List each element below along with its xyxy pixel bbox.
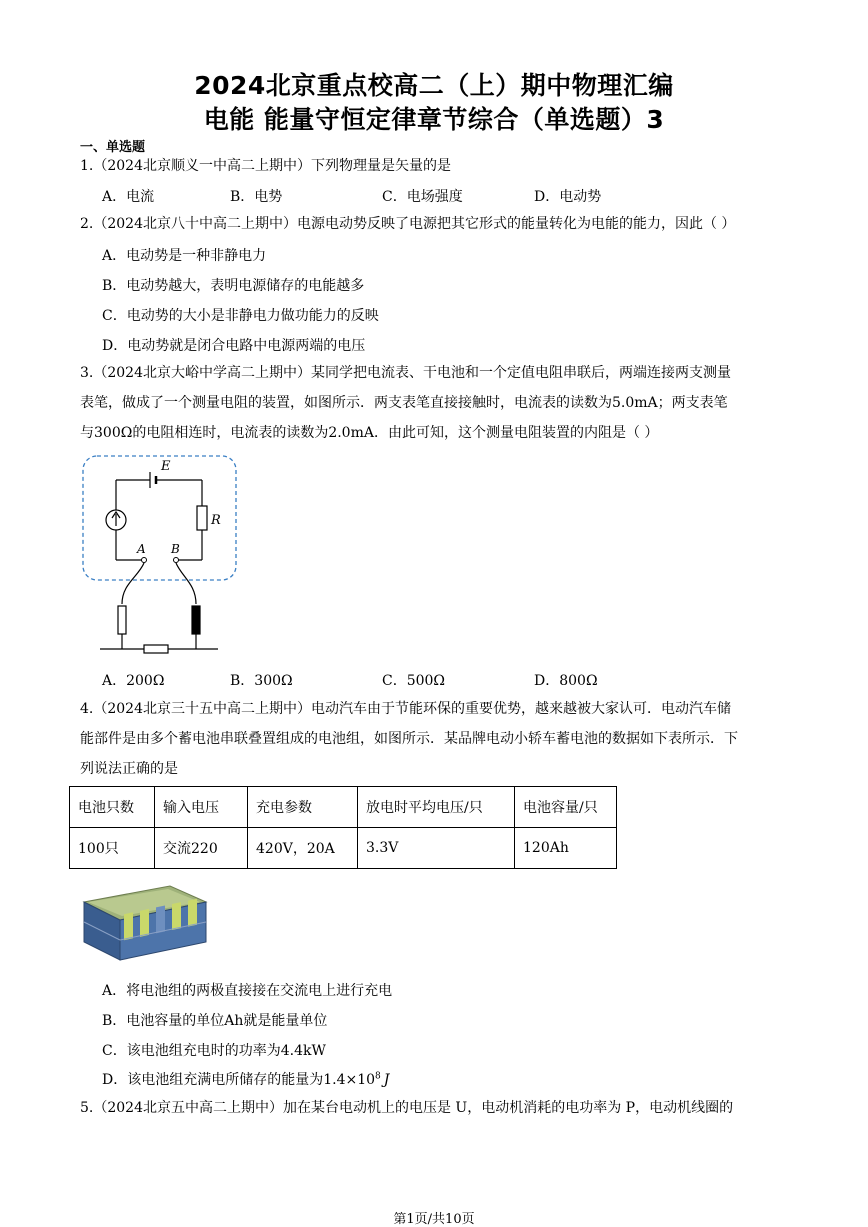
table-cell: 交流220 [155, 828, 248, 869]
q4-option-d-exponent: 8 [375, 1071, 381, 1082]
question-4-stem-line-1: 4.（2024北京三十五中高二上期中）电动汽车由于节能环保的重要优势，越来越被大家认可．电动汽车储 [80, 701, 731, 717]
table-header-cell: 电池只数 [70, 787, 155, 828]
label-r: R [211, 513, 221, 528]
question-3-stem-line-2: 表笔，做成了一个测量电阻的装置，如图所示．两支表笔直接接触时，电流表的读数为5.0mA；两支表笔 [80, 395, 728, 411]
label-e: E [161, 459, 171, 474]
q4-option-d [102, 1069, 389, 1089]
q1-option-a: A．电流 [102, 189, 155, 205]
question-5-stem: 5.（2024北京五中高二上期中）加在某台电动机上的电压是 U，电动机消耗的电功率为 P，电动机线圈的 [80, 1100, 734, 1116]
q3-circuit-figure [78, 452, 243, 662]
battery-spec-table [69, 786, 617, 869]
q4-option-d-unit: J [383, 1072, 390, 1088]
table-cell: 3.3V [358, 828, 515, 869]
q2-option-a: A．电动势是一种非静电力 [102, 248, 267, 264]
page-footer: 第1页/共10页 [393, 1212, 475, 1227]
battery-pack-image [78, 880, 210, 970]
question-4-stem-line-3: 列说法正确的是 [80, 761, 178, 777]
section-heading: 一、单选题 [80, 140, 146, 155]
q3-option-c: C．500Ω [382, 673, 446, 689]
table-cell: 420V，20A [248, 828, 358, 869]
external-resistor [144, 645, 168, 653]
q3-option-d: D．800Ω [534, 673, 598, 689]
question-1-stem: 1.（2024北京顺义一中高二上期中）下列物理量是矢量的是 [80, 158, 451, 174]
q3-option-b: B．300Ω [230, 673, 293, 689]
q1-option-c: C．电场强度 [382, 189, 463, 205]
table-row [70, 828, 617, 869]
table-cell: 100只 [70, 828, 155, 869]
q1-option-b: B．电势 [230, 189, 283, 205]
resistor-r [197, 506, 207, 530]
q2-option-c: C．电动势的大小是非静电力做功能力的反映 [102, 308, 379, 324]
q4-option-c: C．该电池组充电时的功率为4.4kW [102, 1043, 326, 1059]
q4-option-b: B．电池容量的单位Ah就是能量单位 [102, 1013, 328, 1029]
q2-option-b: B．电动势越大，表明电源储存的电能越多 [102, 278, 365, 294]
probe-black [192, 606, 200, 634]
probe-lead-a [122, 563, 144, 604]
table-header-row [70, 787, 617, 828]
table-header-cell: 充电参数 [248, 787, 358, 828]
q2-option-d: D．电动势就是闭合电路中电源两端的电压 [102, 338, 366, 354]
question-3-stem-line-3: 与300Ω的电阻相连时，电流表的读数为2.0mA．由此可知，这个测量电阻装置的内阻是（ ） [80, 425, 659, 441]
q4-option-d-prefix: D．该电池组充满电所储存的能量为 [102, 1072, 324, 1088]
label-b: B [171, 542, 180, 556]
q3-option-a: A．200Ω [102, 673, 165, 689]
probe-lead-b [176, 563, 196, 604]
q4-option-a: A．将电池组的两极直接接在交流电上进行充电 [102, 983, 393, 999]
page-title: 2024北京重点校高二（上）期中物理汇编 [194, 71, 674, 100]
table-header-cell: 输入电压 [155, 787, 248, 828]
question-2-stem: 2.（2024北京八十中高二上期中）电源电动势反映了电源把其它形式的能量转化为电能的能力，因此（ ） [80, 216, 736, 232]
table-cell: 120Ah [515, 828, 617, 869]
q4-option-d-value: 1.4×10 [323, 1072, 376, 1088]
q1-option-d: D．电动势 [534, 189, 602, 205]
question-3-stem-line-1: 3.（2024北京大峪中学高二上期中）某同学把电流表、干电池和一个定值电阻串联后，两端连接两支测量 [80, 365, 731, 381]
page-subtitle: 电能 能量守恒定律章节综合（单选题）3 [203, 105, 665, 134]
table-header-cell: 放电时平均电压/只 [358, 787, 515, 828]
probe-white [118, 606, 126, 634]
label-a: A [137, 542, 146, 556]
table-header-cell: 电池容量/只 [515, 787, 617, 828]
question-4-stem-line-2: 能部件是由多个蓄电池串联叠置组成的电池组，如图所示．某品牌电动小轿车蓄电池的数据如下表所示．下 [80, 731, 738, 747]
